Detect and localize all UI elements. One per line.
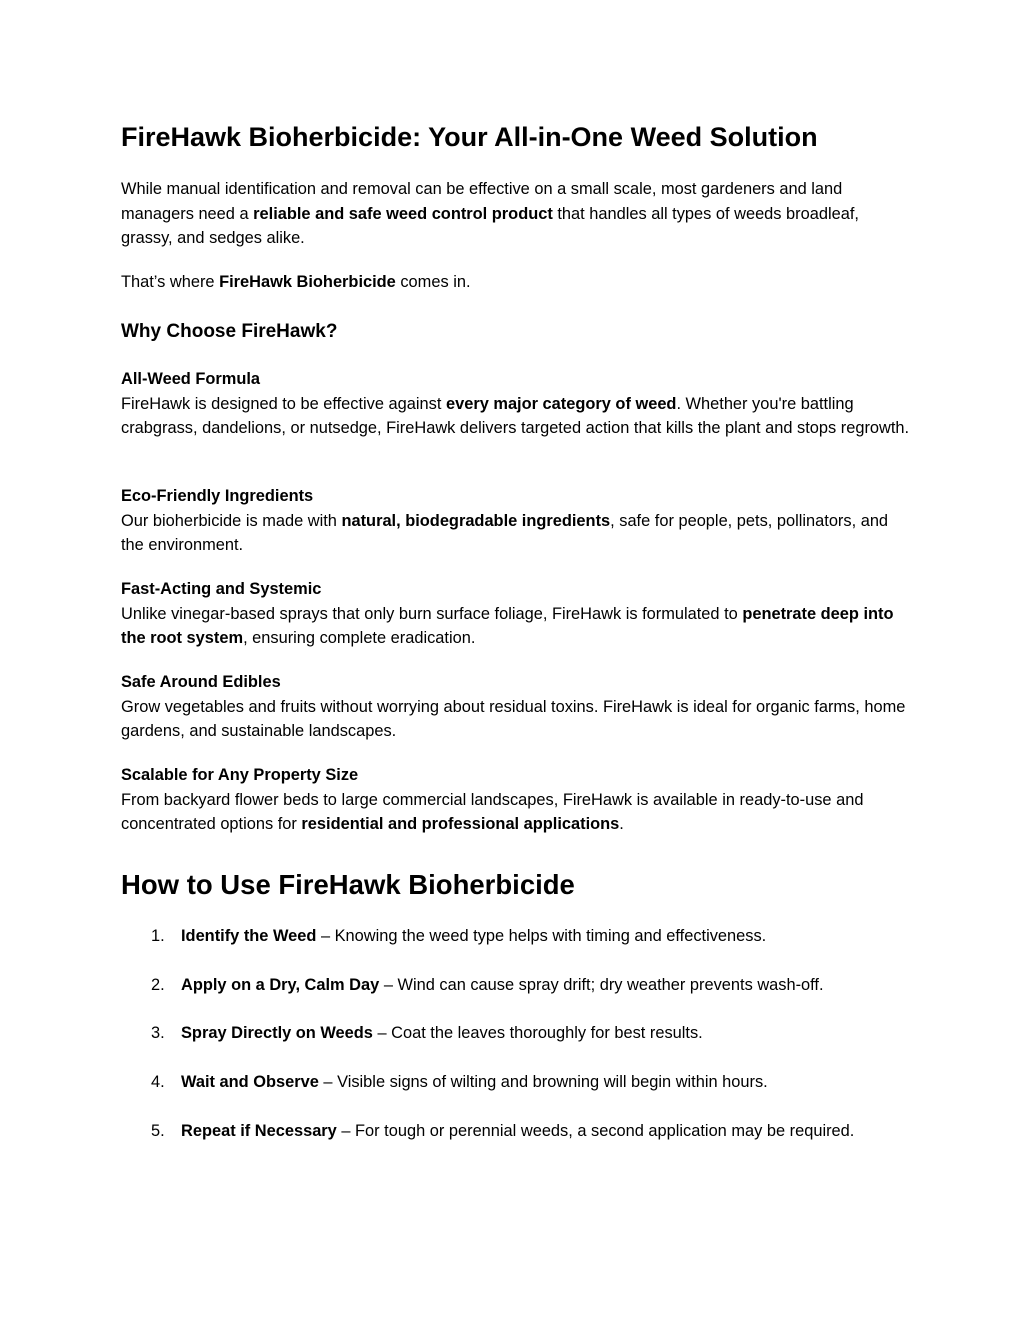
step-text: – Coat the leaves thoroughly for best results. bbox=[372, 1024, 703, 1042]
feature-text: Grow vegetables and fruits without worrying about residual toxins. FireHawk is ideal for organic farms, home gardens, and sustainable landscapes. bbox=[121, 697, 906, 740]
why-heading: Why Choose FireHawk? bbox=[121, 321, 338, 342]
feature-text-end: . Whether you're battling crabgrass, dandelions, or nutsedge, FireHawk delivers targeted action that kills the plant and stops regrowth. bbox=[121, 394, 910, 437]
where-text-end: comes in. bbox=[395, 273, 471, 291]
step-number: 2. bbox=[151, 976, 165, 994]
intro-bold: reliable and safe weed control product bbox=[253, 204, 553, 223]
step-text: – Wind can cause spray drift; dry weather prevents wash-off. bbox=[379, 976, 824, 994]
feature-title: Safe Around Edibles bbox=[121, 673, 281, 691]
feature-text-end: , safe for people, pets, pollinators, and the environment. bbox=[121, 511, 889, 554]
step-number: 5. bbox=[151, 1122, 165, 1140]
feature-title: All-Weed Formula bbox=[121, 370, 261, 388]
feature-bold: penetrate deep into the root system bbox=[121, 604, 894, 647]
feature-block bbox=[121, 670, 911, 744]
where-text: That’s where bbox=[121, 273, 220, 291]
feature-text: From backyard flower beds to large commercial landscapes, FireHawk is available in ready-to-use and concentrated options for bbox=[121, 790, 864, 833]
step-title: Wait and Observe bbox=[181, 1073, 319, 1091]
step-text: – Visible signs of wilting and browning will begin within hours. bbox=[318, 1073, 768, 1091]
where-paragraph bbox=[121, 270, 911, 295]
step-title: Apply on a Dry, Calm Day bbox=[181, 976, 380, 994]
step-title: Spray Directly on Weeds bbox=[181, 1024, 373, 1042]
step-text: – Knowing the weed type helps with timing and effectiveness. bbox=[316, 927, 767, 945]
step-number: 3. bbox=[151, 1024, 165, 1042]
feature-block bbox=[121, 484, 911, 558]
intro-text-end: that handles all types of weeds broadleaf, grassy, and sedges alike. bbox=[121, 204, 859, 247]
page-title: FireHawk Bioherbicide: Your All-in-One Weed Solution bbox=[121, 122, 818, 152]
feature-text: Our bioherbicide is made with bbox=[121, 511, 342, 530]
step-text: – For tough or perennial weeds, a second application may be required. bbox=[336, 1122, 855, 1140]
feature-title: Eco-Friendly Ingredients bbox=[121, 487, 314, 505]
step-number: 4. bbox=[151, 1073, 165, 1091]
step-title: Identify the Weed bbox=[181, 927, 317, 945]
feature-text-end: . bbox=[619, 815, 624, 833]
feature-text-end: , ensuring complete eradication. bbox=[243, 629, 476, 647]
feature-block bbox=[121, 763, 911, 837]
feature-title: Fast-Acting and Systemic bbox=[121, 580, 322, 598]
howto-heading: How to Use FireHawk Bioherbicide bbox=[121, 869, 575, 900]
intro-paragraph bbox=[121, 177, 911, 251]
feature-bold: every major category of weed bbox=[445, 394, 677, 413]
intro-text: While manual identification and removal can be effective on a small scale, most gardeners and land managers need a bbox=[121, 180, 843, 223]
where-bold: FireHawk Bioherbicide bbox=[219, 273, 396, 291]
feature-text: Unlike vinegar-based sprays that only burn surface foliage, FireHawk is formulated to bbox=[121, 604, 743, 623]
step-number: 1. bbox=[151, 927, 165, 945]
feature-bold: natural, biodegradable ingredients bbox=[341, 511, 611, 530]
feature-title: Scalable for Any Property Size bbox=[121, 766, 359, 784]
feature-block bbox=[121, 367, 911, 441]
feature-block bbox=[121, 577, 911, 651]
feature-text: FireHawk is designed to be effective against bbox=[121, 394, 446, 413]
feature-bold: residential and professional applications bbox=[301, 815, 620, 833]
step-title: Repeat if Necessary bbox=[181, 1122, 337, 1140]
